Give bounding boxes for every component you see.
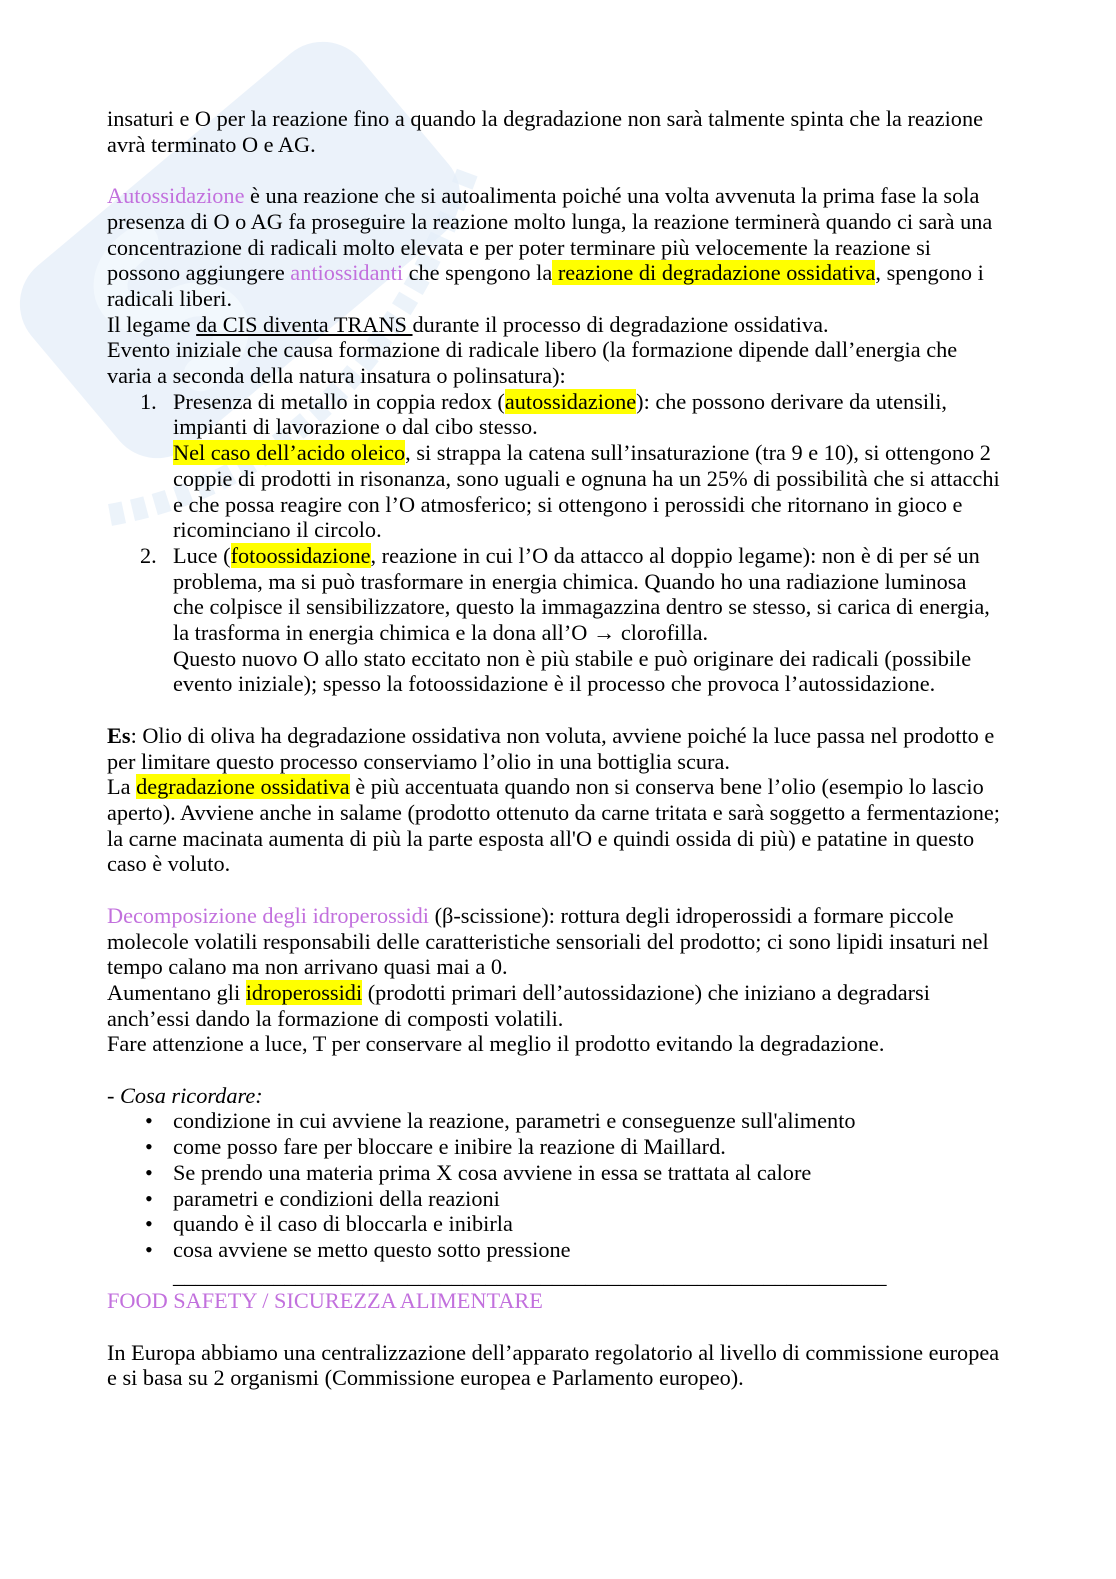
bullet-marker: • [145,1134,153,1160]
paragraph-line: aperto). Avviene anche in salame (prodotto ottenuto da carne tritata e sarà soggetto a fermentazione; [107,799,1000,825]
text-run: Presenza di metallo in coppia redox ( [173,388,505,414]
numbered-item-1-line: coppie di prodotti in risonanza, sono uguali e ognuna ha un 25% di possibilità che si attacchi [173,465,1000,491]
paragraph-line [107,723,1010,749]
text-run: possono aggiungere [107,260,291,286]
text-run: è una reazione che si autoalimenta poiché una volta avvenuta la prima fase la sola [244,183,980,209]
numbered-item-1-line: ricominciano il circolo. [173,517,382,543]
blank-line [107,1314,1010,1340]
numbered-item-2-line: che colpisce il sensibilizzatore, questo la immagazzina dentro se stesso, si carica di energia, [173,594,990,620]
paragraph-line: e si basa su 2 organismi (Commissione europea e Parlamento europeo). [107,1365,744,1391]
highlight-idroperossidi: idroperossidi [245,979,363,1005]
bullet-marker: • [145,1108,153,1134]
list-number: 2. [140,542,157,568]
numbered-item-1-line [107,440,1010,466]
reminder-item-text: Se prendo una materia prima X cosa avviene in essa se trattata al calore [173,1159,812,1185]
reminder-item-text: quando è il caso di bloccarla e inibirla [173,1211,513,1237]
reminder-heading: - Cosa ricordare: [107,1082,263,1108]
bullet-marker: • [145,1159,153,1185]
numbered-item-1-line: e che possa reagire con l’O atmosferico; si ottengono i perossidi che ritornano in gioco e [173,491,963,517]
text-run: Aumentano gli [107,979,246,1005]
section-heading-food-safety: FOOD SAFETY / SICUREZZA ALIMENTARE [107,1288,543,1314]
paragraph-line: molecole volatili responsabili delle caratteristiche sensoriali del prodotto; ci sono lipidi insaturi nel [107,928,989,954]
text-run: ): che possono derivare da utensili, [636,388,947,414]
document-page [107,106,1010,1391]
example-label: Es [107,722,131,748]
list-number: 1. [140,388,157,414]
highlight-fotoossidazione: fotoossidazione [230,542,371,568]
reminder-item [107,1108,1010,1134]
paragraph-line: radicali liberi. [107,285,233,311]
blank-line [107,1057,1010,1083]
paragraph-line [107,260,1010,286]
numbered-item-2-line [107,543,1010,569]
text-run: Luce ( [173,542,231,568]
text-run: (prodotti primari dell’autossidazione) che iniziano a degradarsi [362,979,930,1005]
highlight-acido-oleico: Nel caso dell’acido oleico [173,440,406,466]
bullet-marker: • [145,1236,153,1262]
text-run: La [107,774,137,800]
underlined-cis-trans: da CIS diventa TRANS [196,311,413,337]
paragraph-line: la carne macinata aumenta di più la parte esposta all'O e quindi ossida di più) e patatine in questo [107,825,975,851]
paragraph-line: avrà terminato O e AG. [107,131,316,157]
paragraph-line [107,183,1010,209]
blank-line [107,877,1010,903]
paragraph-line [107,980,1010,1006]
bullet-marker: • [145,1185,153,1211]
term-decomposizione-idroperossidi: Decomposizione degli idroperossidi [107,902,429,928]
separator-line: ________________________________________________________________ [173,1262,887,1288]
paragraph-line: per limitare questo processo conserviamo l’olio in una bottiglia scura. [107,748,730,774]
numbered-item-2-line: problema, ma si può trasformare in energia chimica. Quando ho una radiazione luminosa [173,568,967,594]
reminder-item-text: cosa avviene se metto questo sotto pressione [173,1236,571,1262]
text-run: , spengono i [875,260,984,286]
numbered-item-1-line [107,389,1010,415]
text-run: , si strappa la catena sull’insaturazione (tra 9 e 10), si ottengono 2 [405,440,991,466]
paragraph-line [107,312,1010,338]
numbered-item-2-line: Questo nuovo O allo stato eccitato non è più stabile e può originare dei radicali (possibile [173,645,972,671]
term-antiossidanti: antiossidanti [290,260,404,286]
bullet-marker: • [145,1211,153,1237]
paragraph-line [107,903,1010,929]
paragraph-line: concentrazione di radicali molto elevata e per poter terminare più velocemente la reazione si [107,234,931,260]
text-run: che spengono la [403,260,553,286]
text-run: Il legame [107,311,197,337]
paragraph-line: varia a seconda della natura insatura o polinsatura): [107,363,566,389]
numbered-item-2-line: la trasforma in energia chimica e la dona all’O → clorofilla. [173,620,709,646]
reminder-item [107,1211,1010,1237]
blank-line [107,157,1010,183]
reminder-item-text: come posso fare per bloccare e inibire la reazione di Maillard. [173,1134,726,1160]
paragraph-line: tempo calano ma non arrivano quasi mai a 0. [107,954,508,980]
text-run: è più accentuata quando non si conserva bene l’olio (esempio lo lascio [349,774,984,800]
reminder-item [107,1134,1010,1160]
paragraph-line: In Europa abbiamo una centralizzazione dell’apparato regolatorio al livello di commissione europea [107,1339,1000,1365]
reminder-item [107,1237,1010,1263]
paragraph-line: presenza di O o AG fa proseguire la reazione molto lunga, la reazione terminerà quando ci sarà una [107,208,993,234]
text-run: : Olio di oliva ha degradazione ossidativa non voluta, avviene poiché la luce passa nel prodotto e [130,722,995,748]
paragraph-line: anch’essi dando la formazione di composti volatili. [107,1005,564,1031]
numbered-item-2-line: evento iniziale); spesso la fotoossidazione è il processo che provoca l’autossidazione. [173,671,936,697]
paragraph-line: Evento iniziale che causa formazione di radicale libero (la formazione dipende dall’energia che [107,337,958,363]
term-autossidazione: Autossidazione [107,183,245,209]
highlight-reazione-degradazione-ossidativa: reazione di degradazione ossidativa [552,260,876,286]
highlight-degradazione-ossidativa: degradazione ossidativa [136,774,350,800]
highlight-autossidazione: autossidazione [504,388,637,414]
reminder-item [107,1160,1010,1186]
text-run: durante il processo di degradazione ossidativa. [412,311,829,337]
reminder-item [107,1186,1010,1212]
text-run: , reazione in cui l’O da attacco al doppio legame): non è di per sé un [370,542,980,568]
blank-line [107,697,1010,723]
text-run: (β-scissione): rottura degli idroperossidi a formare piccole [429,902,954,928]
reminder-item-text: parametri e condizioni della reazioni [173,1185,500,1211]
paragraph-line: caso è voluto. [107,851,231,877]
numbered-item-1-line: impianti di lavorazione o dal cibo stesso. [173,414,538,440]
paragraph-line [107,774,1010,800]
reminder-item-text: condizione in cui avviene la reazione, parametri e conseguenze sull'alimento [173,1108,856,1134]
paragraph-line: insaturi e O per la reazione fino a quando la degradazione non sarà talmente spinta che la reazione [107,106,983,131]
paragraph-line: Fare attenzione a luce, T per conservare al meglio il prodotto evitando la degradazione. [107,1031,885,1057]
